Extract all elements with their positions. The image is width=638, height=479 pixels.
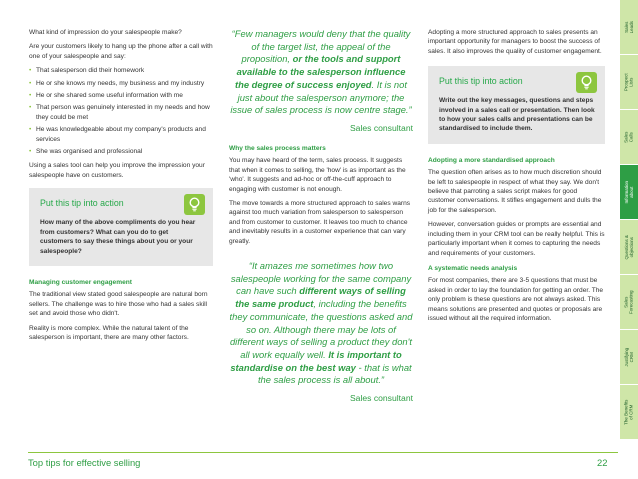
paragraph: For most companies, there are 3-5 questions that must be asked in order to lay the foundation for getting an order. The only problem is these questions are not always asked. This means solutions are presented and quotes or proposals are issued without all the required information. — [428, 277, 604, 322]
tab-questions-objections[interactable] — [620, 220, 638, 275]
tab-label: Sales Forecasting — [623, 290, 635, 314]
tip-box — [29, 188, 213, 266]
list-item: • That person was genuinely interested in my needs and how they could be met — [29, 103, 213, 122]
quote-text: . It is not just about the salesperson anymore; the issue of sales process is now centre stage.” — [230, 78, 412, 116]
paragraph: The traditional view stated good salespeople are natural born sellers. The challenge was to hire those who had a sales skill set and avoid those who didn't. — [29, 291, 208, 318]
pull-quote — [229, 260, 413, 387]
list-item: • He or she knows my needs, my business and my industry — [29, 79, 213, 88]
tab-label: Information about — [623, 180, 635, 204]
section-heading: Why the sales process matters — [229, 144, 326, 152]
list-item: • That salesperson did their homework — [29, 66, 213, 75]
tip-body: How many of the above compliments do you hear from customers? What can you do to get customers to say these things about you or your salespeople? — [40, 219, 196, 255]
tab-label: Sales Calls — [623, 131, 634, 143]
tab-label: Sales Leads — [623, 20, 634, 34]
footer-title: Top tips for effective selling — [28, 457, 141, 468]
quote-text: , including the benefits they communicate, the questions asked and so on. Although there may be lots of different ways of selling a product they don't all work equally well. — [229, 298, 413, 360]
quote-source: Sales consultant — [349, 393, 413, 404]
page-number: 22 — [597, 457, 608, 468]
column-middle — [229, 28, 413, 414]
paragraph: However, conversation guides or prompts are essential and including them in your CRM tool can be really helpful. This is particularly important when it comes to capturing the needs and requirements of your customers. — [428, 221, 605, 257]
list-item: • He or she shared some useful information with me — [29, 91, 213, 100]
tab-information-about[interactable] — [620, 165, 638, 220]
lightbulb-icon — [576, 72, 597, 93]
tab-sales-forecasting[interactable] — [620, 275, 638, 330]
section-heading: Adopting a more standardised approach — [428, 156, 555, 164]
side-nav-tabs — [620, 0, 638, 479]
quote-text: “It amazes me sometimes how two salespeople working for the same company can have such — [230, 259, 412, 297]
paragraph: You may have heard of the term, sales process. It suggests that when it comes to selling, the 'how' is as important as the 'who'. It suggests and ad-hoc or off-the-cuff approach to engaging with customer is not enough. — [229, 157, 406, 193]
tip-title: Put this tip into action — [40, 198, 124, 209]
tab-benefits-of-crm[interactable] — [620, 385, 638, 440]
column-right — [428, 28, 605, 328]
column-left — [29, 28, 213, 347]
tab-sales-calls[interactable] — [620, 110, 638, 165]
footer-divider — [28, 452, 618, 453]
list-item: • He was knowledgeable about my company's products and services — [29, 125, 213, 144]
quote-text: - that is what the sales process is all about.” — [257, 361, 412, 386]
lightbulb-icon — [184, 194, 205, 215]
compliments-list — [29, 66, 213, 156]
paragraph: The question often arises as to how much discretion should be left to salespeople in respect of what they say. We don't believe that parroting a sales script makes for good customer conversations. It stifles engagement and dulls the job for the salesperson. — [428, 169, 602, 214]
section-heading: A systematic needs analysis — [428, 264, 518, 272]
tab-label: Justifying CRM — [623, 347, 635, 367]
tab-label: Questions & objections — [623, 234, 635, 260]
tab-justifying-crm[interactable] — [620, 330, 638, 385]
paragraph: Reality is more complex. While the natural talent of the salesperson is important, there are many other factors. — [29, 324, 189, 341]
quote-emphasis: or the tools and support available to the salesperson influence the degree of success enjoyed — [235, 53, 406, 90]
tip-title: Put this tip into action — [439, 76, 523, 87]
question-text: Are your customers likely to hang up the phone after a call with one of your salespeople and say: — [29, 43, 213, 60]
section-heading: Managing customer engagement — [29, 278, 132, 286]
quote-emphasis: different ways of selling the same product — [235, 285, 406, 310]
tip-body: Write out the key messages, questions and steps involved in a sales call or presentation. Then look to how your sales calls and presentations can be standardised to include them. — [439, 97, 595, 133]
tab-sales-leads[interactable] — [620, 0, 638, 55]
quote-emphasis: It is important to standardise on the best way — [230, 348, 402, 373]
list-item: • She was organised and professional — [29, 147, 213, 156]
intro-text: What kind of impression do your salespeople make? — [29, 29, 182, 36]
closing-text: Using a sales tool can help you improve the impression your salespeople have on customers. — [29, 162, 205, 179]
paragraph: The move towards a more structured approach to sales warns against too much variation from salesperson to salesperson and from customer to customer. It leaves too much to chance and inevitably results in a customer experience that can vary greatly. — [229, 199, 411, 245]
quote-source: Sales consultant — [349, 122, 413, 133]
pull-quote — [229, 28, 413, 117]
quote-text: “Few managers would deny that the quality of the target list, the appeal of the proposition, — [231, 28, 411, 65]
tab-prospect-lists[interactable] — [620, 55, 638, 110]
tab-label: Prospect Lists — [623, 73, 634, 91]
tab-label: The Benefits of CRM — [623, 399, 635, 425]
tip-box — [428, 66, 605, 144]
paragraph: Adopting a more structured approach to sales presents an important opportunity for managers to boost the success of sales. It also improves the quality of customer engagement. — [428, 29, 602, 55]
